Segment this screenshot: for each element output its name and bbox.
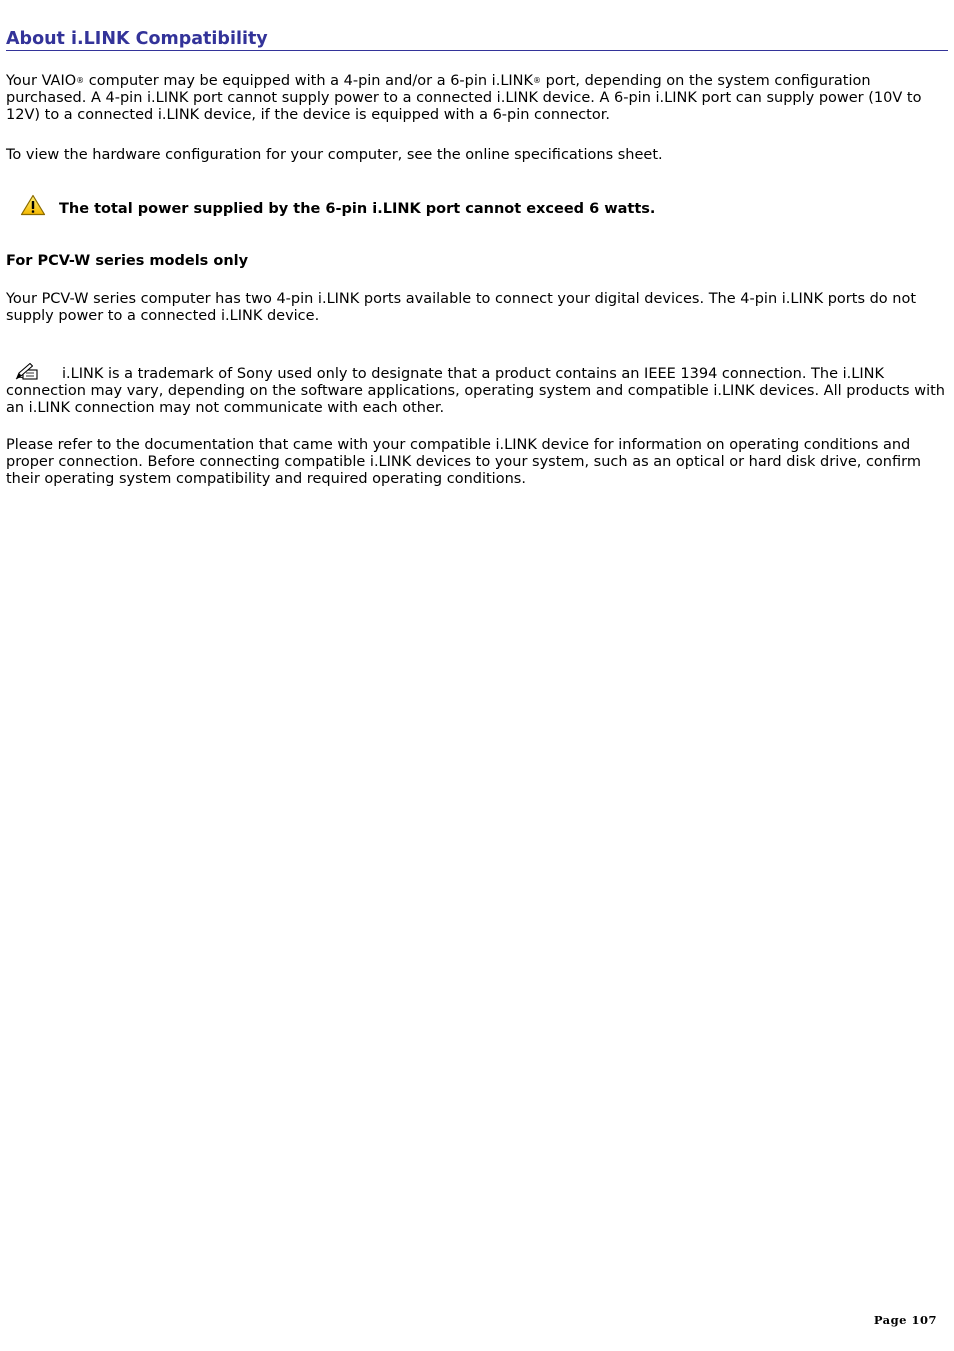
- intro-text-b: computer may be equipped with a 4-pin and/or a 6-pin i.LINK: [84, 73, 534, 89]
- intro-text-c: port, depending on the system configuration purchased. A 4-pin i.LINK port cannot supply power to a connected i.LINK device. A 6-pin i.LINK port can supply power (10V to 12V) to a connected i.LINK device, if the device is equipped with a 6-pin connector.: [6, 73, 922, 123]
- pcv-w-paragraph: Your PCV-W series computer has two 4-pin i.LINK ports available to connect your digital devices. The 4-pin i.LINK ports do not supply power to a connected i.LINK device.: [6, 291, 917, 324]
- warning-callout: [20, 194, 940, 220]
- section-heading: For PCV-W series models only: [6, 253, 249, 269]
- page-title: About i.LINK Compatibility: [6, 28, 948, 51]
- note-pencil-icon: [14, 362, 40, 380]
- warning-text: The total power supplied by the 6-pin i.LINK port cannot exceed 6 watts.: [59, 201, 656, 217]
- closing-paragraph: Please refer to the documentation that came with your compatible i.LINK device for information on operating conditions and proper connection. Before connecting compatible i.LINK devices to your system, such as an optical or hard disk drive, confirm their operating system compatibility and required operating conditions.: [6, 437, 921, 487]
- warning-triangle-icon: [20, 194, 46, 216]
- hardware-config-paragraph: To view the hardware configuration for your computer, see the online specifications sheet.: [6, 147, 663, 163]
- note-paragraph: [6, 362, 948, 417]
- intro-text-a: Your VAIO: [6, 73, 77, 89]
- registered-mark: ®: [533, 76, 542, 85]
- registered-mark: ®: [76, 76, 85, 85]
- note-text: i.LINK is a trademark of Sony used only to designate that a product contains an IEEE 1394 connection. The i.LINK connection may vary, depending on the software applications, operating system and compatible i.LINK devices. All products with an i.LINK connection may not communicate with each other.: [6, 366, 945, 416]
- intro-paragraph: [6, 72, 948, 124]
- page-number: Page 107: [873, 1313, 937, 1327]
